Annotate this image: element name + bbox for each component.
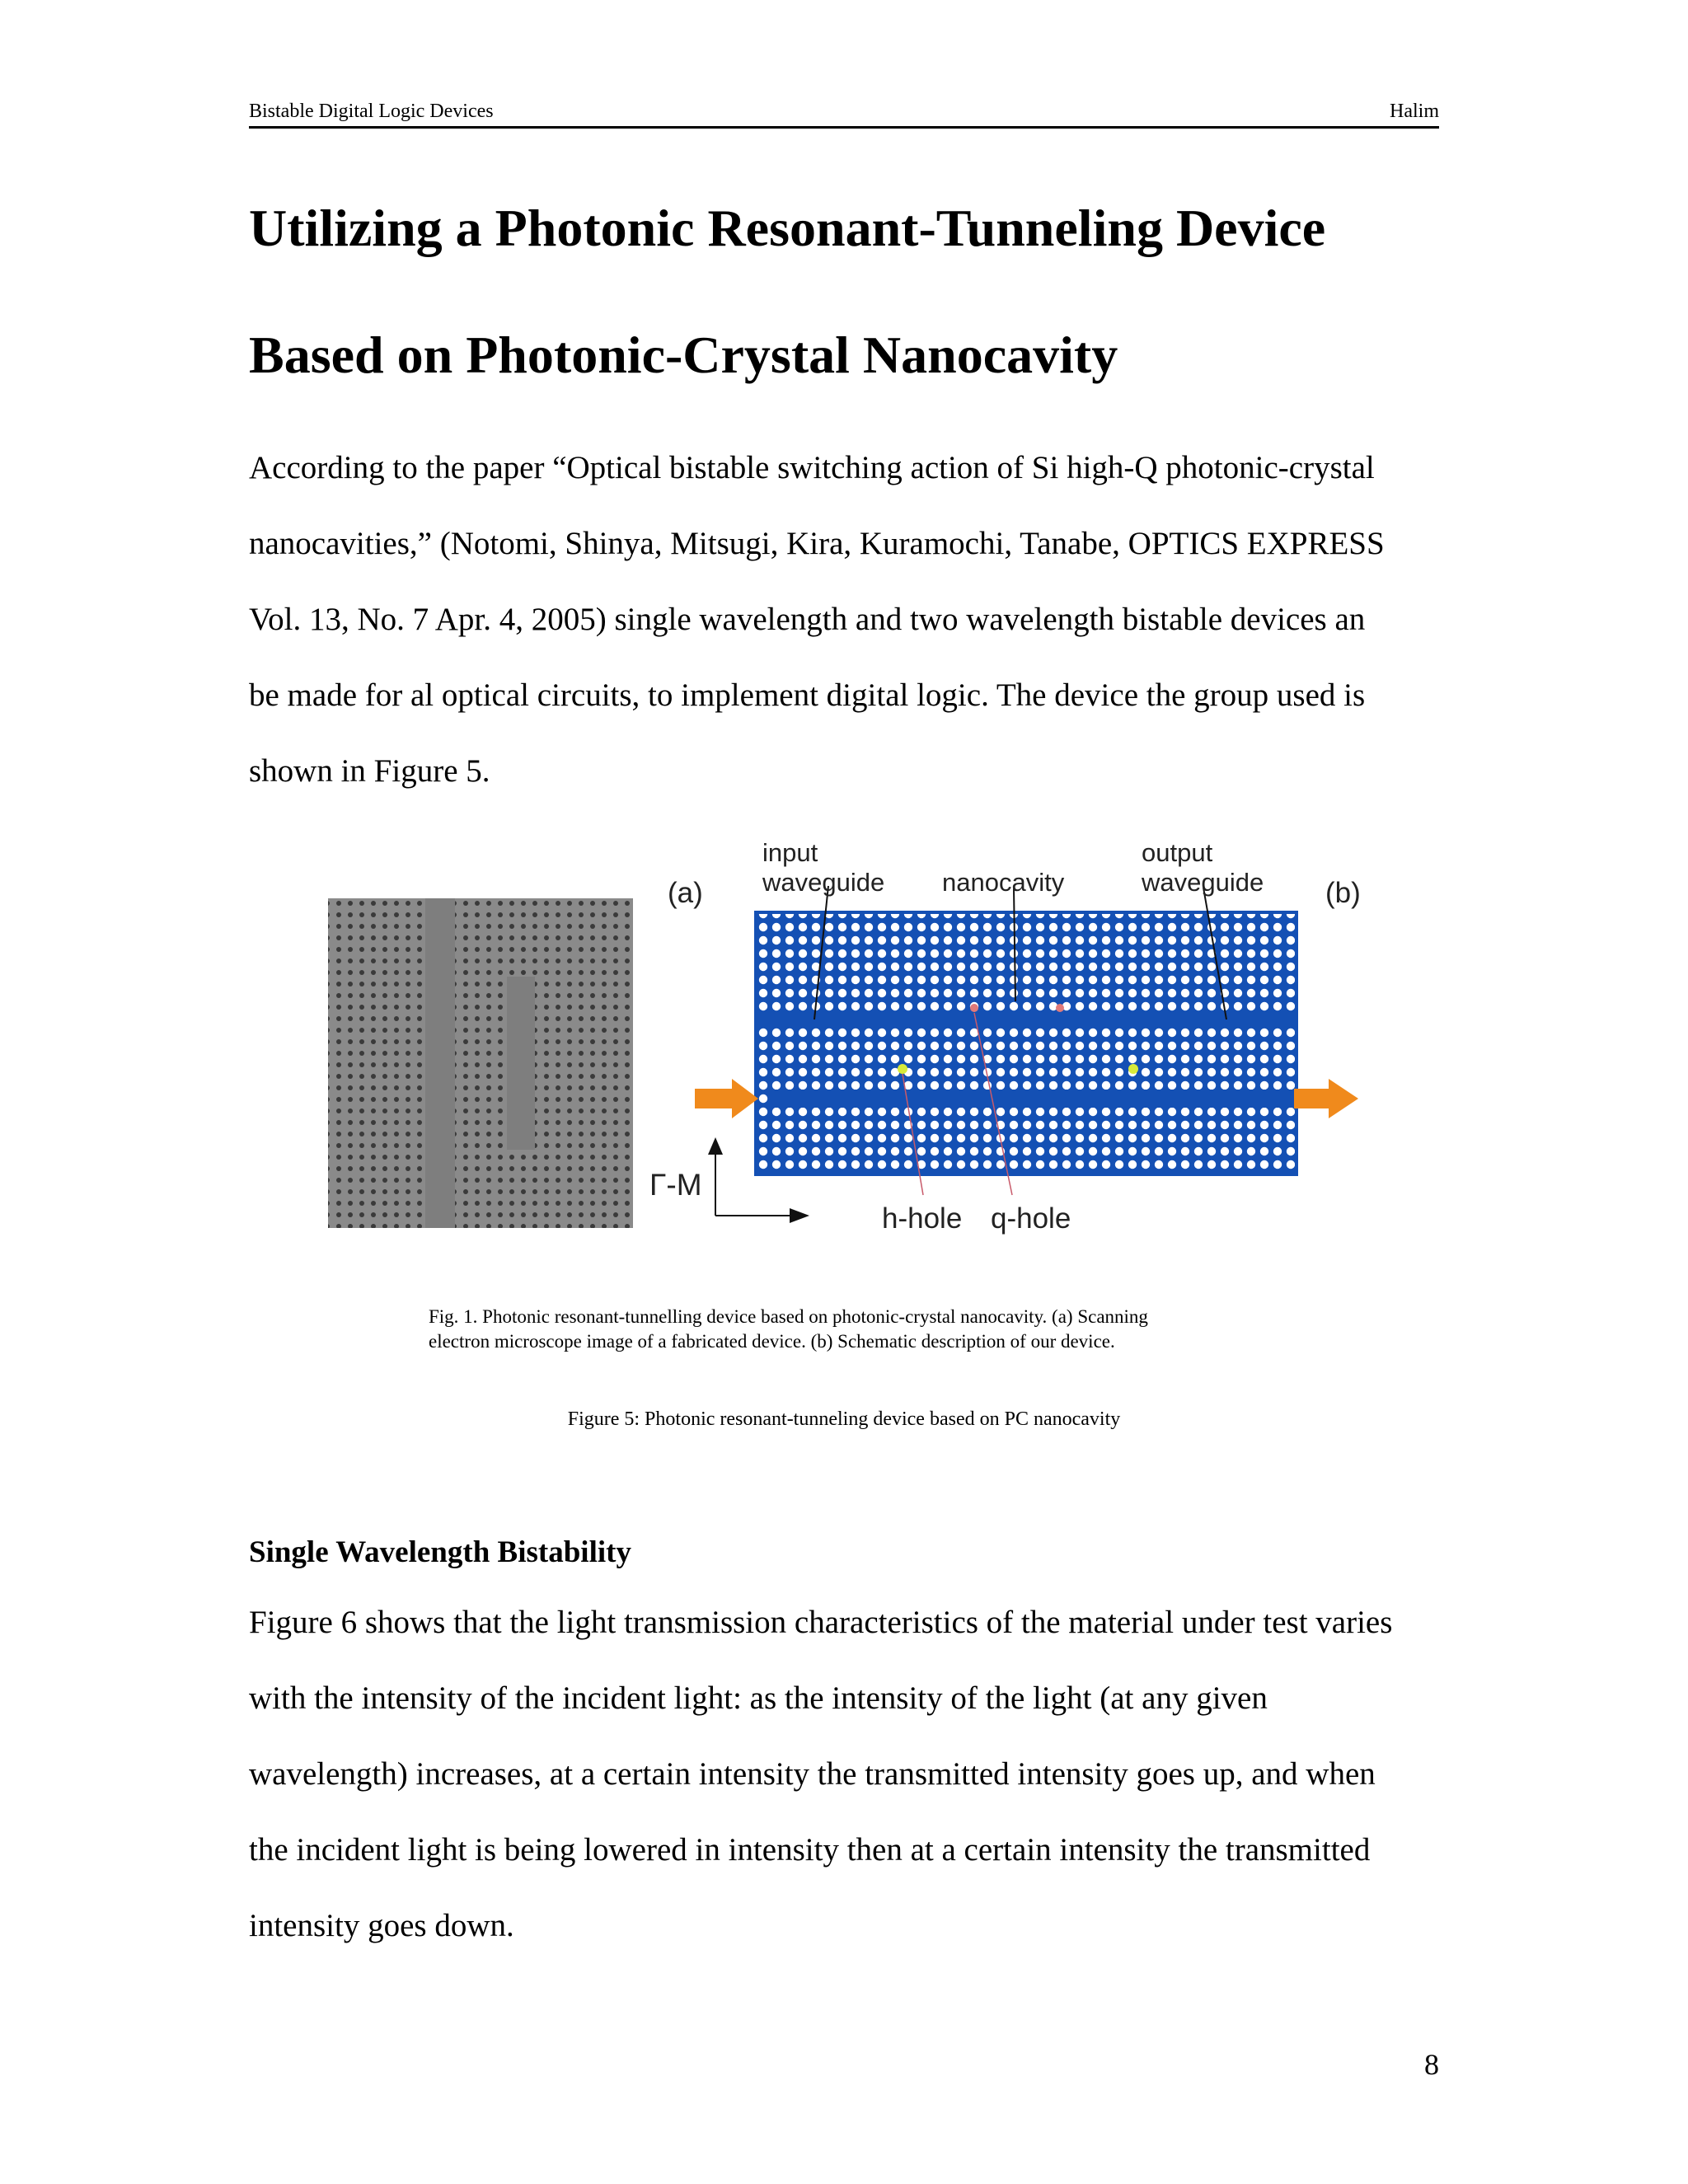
running-header-author: Halim — [1390, 101, 1439, 122]
paragraph-line: shown in Figure 5. — [249, 753, 490, 789]
label-nanocavity: nanocavity — [942, 868, 1065, 897]
photonic-crystal-schematic — [754, 911, 1298, 1176]
running-header-title: Bistable Digital Logic Devices — [249, 101, 494, 122]
label-b: (b) — [1325, 877, 1361, 909]
paragraph-line: Vol. 13, No. 7 Apr. 4, 2005) single wavelength and two wavelength bistable devices an — [249, 602, 1366, 637]
paragraph-line: Figure 6 shows that the light transmission characteristics of the material under test varies — [249, 1605, 1393, 1640]
label-q-hole: q-hole — [991, 1202, 1071, 1235]
label-output: output — [1142, 838, 1213, 867]
page-title-line-2: Based on Photonic-Crystal Nanocavity — [249, 326, 1118, 384]
axis-right-arrow-icon — [790, 1208, 809, 1223]
header-rule — [249, 126, 1439, 129]
paragraph-line: wavelength) increases, at a certain intensity the transmitted intensity goes up, and when — [249, 1756, 1376, 1792]
embedded-caption-line-1-text: Fig. 1. Photonic resonant-tunnelling device based on photonic-crystal nanocavity. (a) Scanning — [429, 1306, 1148, 1327]
sem-image — [328, 898, 633, 1228]
paragraph-line: be made for al optical circuits, to implement digital logic. The device the group used is — [249, 677, 1366, 713]
page-number: 8 — [1424, 2048, 1439, 2081]
device-figure — [321, 828, 1385, 1277]
section-heading: Single Wavelength Bistability — [249, 1535, 631, 1569]
embedded-caption-line-2-text: electron microscope image of a fabricated device. (b) Schematic description of our device. — [429, 1331, 1115, 1352]
paragraph-line: with the intensity of the incident light: as the intensity of the light (at any given — [249, 1680, 1268, 1716]
figure-caption: Figure 5: Photonic resonant-tunneling device based on PC nanocavity — [567, 1408, 1121, 1430]
label-input: input — [762, 838, 818, 867]
label-output-waveguide: waveguide — [1142, 868, 1264, 897]
label-h-hole: h-hole — [882, 1202, 963, 1235]
page-title-line-1: Utilizing a Photonic Resonant-Tunneling Device — [249, 199, 1326, 257]
paragraph-line: intensity goes down. — [249, 1908, 514, 1943]
label-gamma-m: Γ-M — [649, 1168, 702, 1202]
label-input-waveguide: waveguide — [762, 868, 885, 897]
paragraph-line: nanocavities,” (Notomi, Shinya, Mitsugi, Kira, Kuramochi, Tanabe, OPTICS EXPRESS — [249, 526, 1385, 561]
label-a: (a) — [668, 877, 703, 909]
input-arrow-icon — [695, 1079, 758, 1118]
axis-up-arrow-icon — [708, 1137, 723, 1155]
output-arrow-icon — [1294, 1079, 1358, 1118]
paragraph-line: the incident light is being lowered in intensity then at a certain intensity the transmitted — [249, 1832, 1371, 1868]
paragraph-line: According to the paper “Optical bistable switching action of Si high-Q photonic-crystal — [249, 450, 1375, 485]
